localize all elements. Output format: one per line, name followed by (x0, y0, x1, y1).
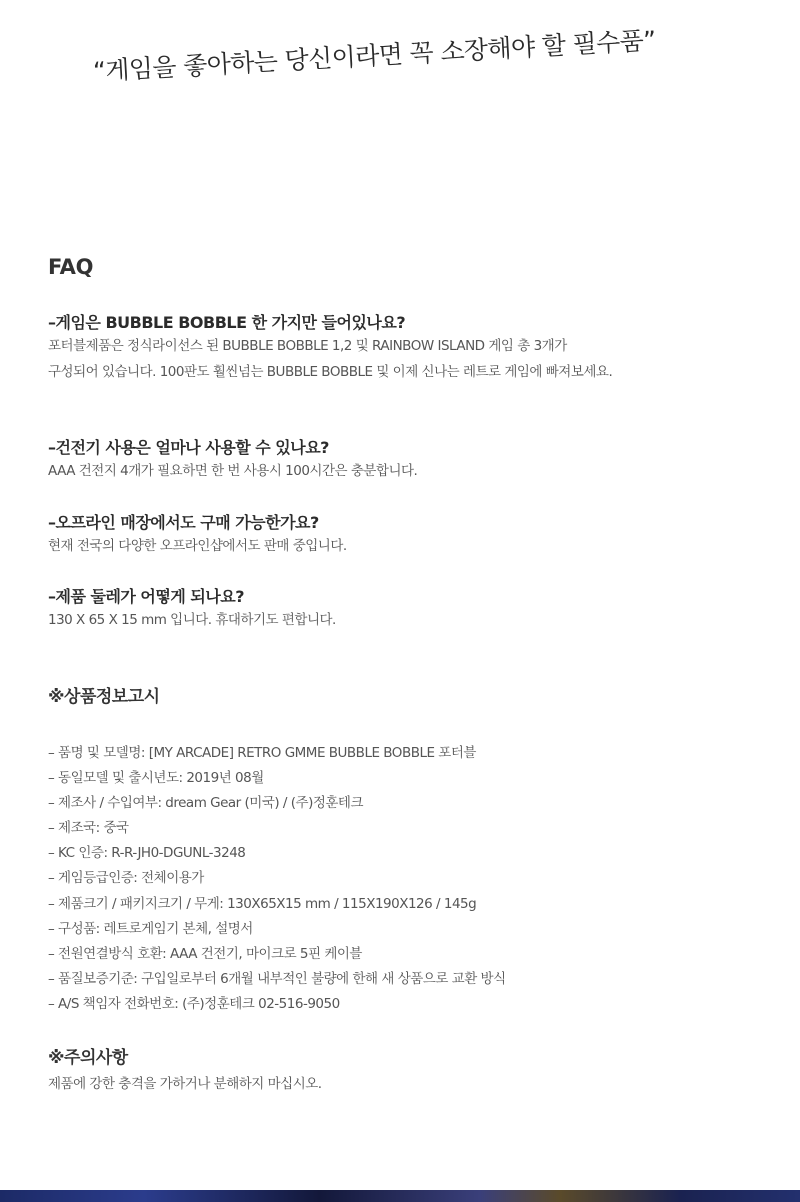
product-info-item: – 제품크기 / 패키지크기 / 무게: 130X65X15 mm / 115X190X126 / 145g (48, 895, 477, 912)
faq-question-4: –제품 둘레가 어떻게 되나요? (48, 587, 245, 606)
product-info-item: – 품질보증기준: 구입일로부터 6개월 내부적인 불량에 한해 새 상품으로 교환 방식 (48, 970, 506, 987)
product-info-item: – 전원연결방식 호환: AAA 건전기, 마이크로 5핀 케이블 (48, 945, 362, 962)
faq-question-1: –게임은 BUBBLE BOBBLE 한 가지만 들어있나요? (48, 313, 406, 332)
faq-answer-1-line-1: 포터블제품은 정식라이선스 된 BUBBLE BOBBLE 1,2 및 RAINBOW ISLAND 게임 총 3개가 (48, 338, 567, 354)
faq-answer-2 (48, 458, 417, 484)
faq-answer-4-line-1: 130 X 65 X 15 mm 입니다. 휴대하기도 편합니다. (48, 612, 336, 628)
caution-text: 제품에 강한 충격을 가하거나 분해하지 마십시오. (48, 1076, 322, 1092)
faq-answer-2-line-1: AAA 건전지 4개가 필요하면 한 번 사용시 100시간은 충분합니다. (48, 463, 418, 479)
product-info-item: – KC 인증: R-R-JH0-DGUNL-3248 (48, 845, 246, 862)
product-info-item: – 게임등급인증: 전체이용가 (48, 870, 204, 887)
product-info-item: – 동일모델 및 출시년도: 2019년 08월 (48, 770, 264, 787)
faq-answer-3 (48, 533, 347, 559)
product-info-item: – 구성품: 레트로게임기 본체, 설명서 (48, 920, 253, 937)
product-info-list (48, 741, 506, 1017)
faq-answer-1-line-2: 구성되어 있습니다. 100판도 훨씬넘는 BUBBLE BOBBLE 및 이제 신나는 레트로 게임에 빠져보세요. (48, 364, 613, 380)
faq-title: FAQ (48, 255, 94, 279)
faq-answer-4 (48, 607, 336, 633)
tagline: “게임을 좋아하는 당신이라면 꼭 소장해야 할 필수품” (92, 25, 657, 86)
faq-question-3: –오프라인 매장에서도 구매 가능한가요? (48, 513, 319, 532)
product-info-item: – 제조사 / 수입여부: dream Gear (미국) / (주)정훈테크 (48, 795, 364, 812)
caution-title: ※주의사항 (48, 1048, 128, 1068)
bottom-image-strip (0, 1190, 800, 1202)
product-info-item: – 품명 및 모델명: [MY ARCADE] RETRO GMME BUBBLE BOBBLE 포터블 (48, 745, 476, 761)
faq-answer-1 (48, 333, 612, 385)
product-info-item: – A/S 책임자 전화번호: (주)정훈테크 02-516-9050 (48, 995, 340, 1012)
product-info-item: – 제조국: 중국 (48, 820, 129, 837)
faq-answer-3-line-1: 현재 전국의 다양한 오프라인샵에서도 판매 중입니다. (48, 538, 347, 554)
product-info-title: ※상품정보고시 (48, 687, 160, 707)
faq-question-2: –건전기 사용은 얼마나 사용할 수 있나요? (48, 438, 329, 457)
